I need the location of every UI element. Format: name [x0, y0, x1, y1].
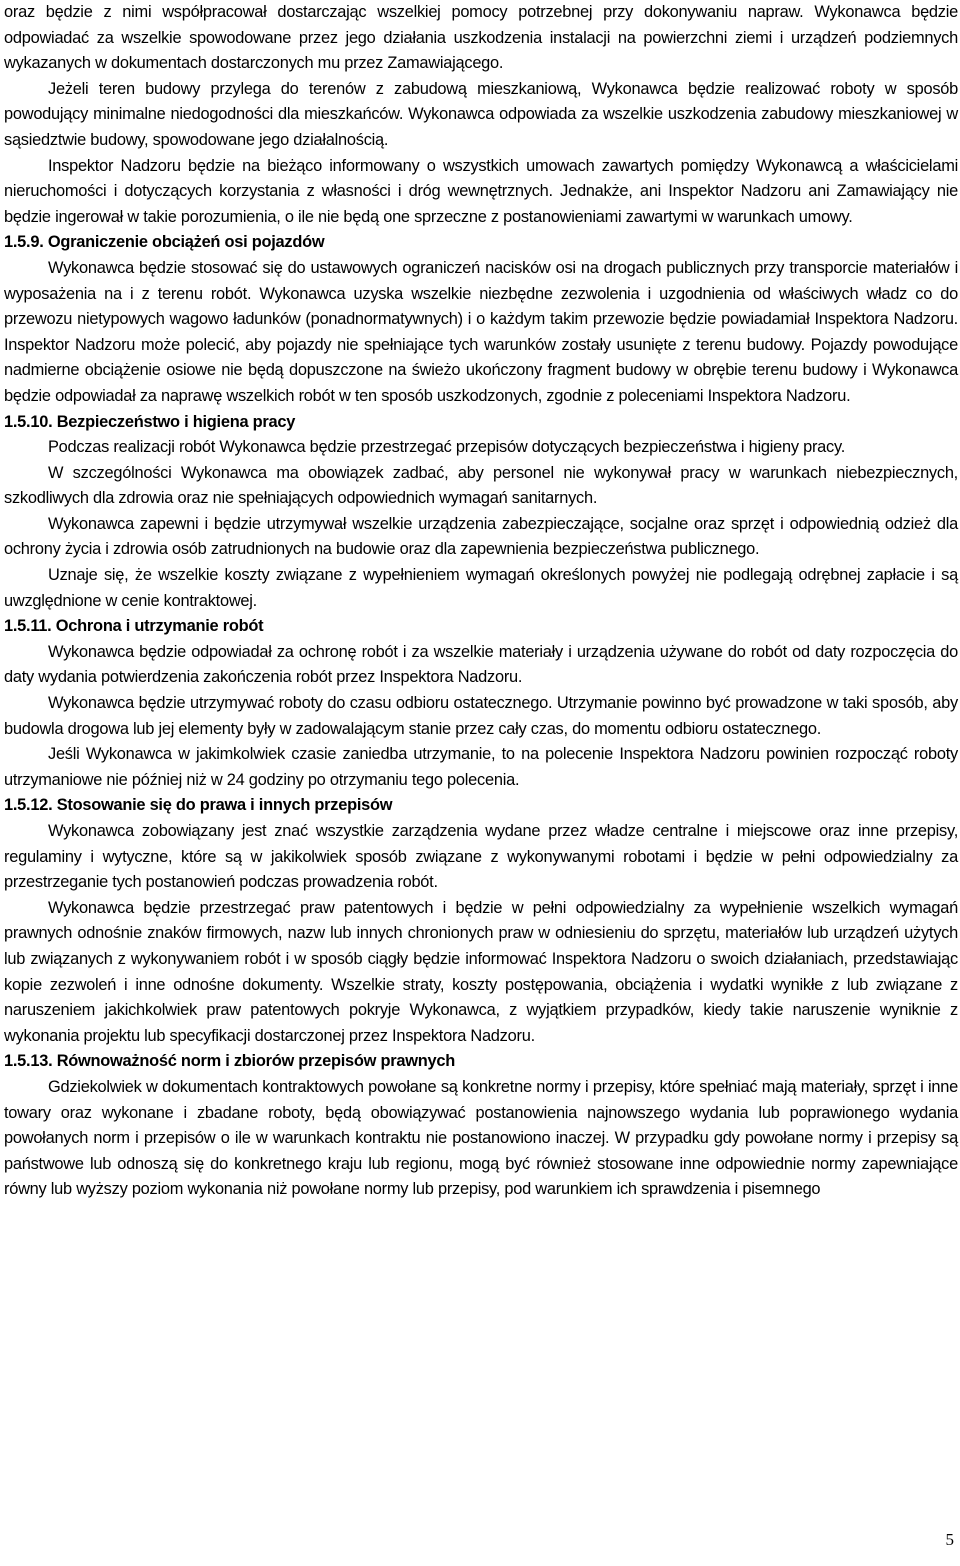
paragraph: Wykonawca będzie odpowiadał za ochronę robót i za wszelkie materiały i urządzenia używane do robót od daty rozpoczęcia do daty wydania potwierdzenia zakończenia robót przez Inspektora Nadzoru. [4, 642, 958, 687]
paragraph: W szczególności Wykonawca ma obowiązek zadbać, aby personel nie wykonywał pracy w warunkach niebezpiecznych, szkodliwych dla zdrowia oraz nie spełniających odpowiednich wymagań sanitarnych. [4, 463, 958, 508]
section-title: Równoważność norm i zbiorów przepisów prawnych [56, 1052, 455, 1071]
section-heading [4, 614, 958, 640]
section-title: Stosowanie się do prawa i innych przepisów [56, 796, 393, 815]
paragraph: Wykonawca będzie utrzymywać roboty do czasu odbioru ostatecznego. Utrzymanie powinno być prowadzone w taki sposób, aby budowla drogowa lub jej elementy były w zadowalającym stanie przez cały czas, do momentu odbioru ostatecznego. [4, 694, 958, 738]
section-number: 1.5.12. [4, 796, 53, 815]
section-number: 1.5.11. [4, 617, 52, 636]
paragraph: oraz będzie z nimi współpracował dostarczając wszelkiej pomocy potrzebnej przy dokonywaniu napraw. Wykonawca będzie odpowiadać za wszelkie spowodowane przez jego działania uszkodzenia instalacji na powierzchni ziemi i urządzeń podziemnych wykazanych w dokumentach dostarczonych mu przez Zamawiającego. [4, 3, 958, 73]
paragraph: Wykonawca zobowiązany jest znać wszystkie zarządzenia wydane przez władze centralne i miejscowe oraz inne przepisy, regulaminy i wytyczne, które są w jakikolwiek sposób związane z wykonywanymi robotami i będzie w pełni odpowiedzialny za przestrzeganie tych postanowień podczas prowadzenia robót. [4, 822, 958, 892]
section-title: Bezpieczeństwo i higiena pracy [56, 412, 296, 431]
paragraph: Wykonawca zapewni i będzie utrzymywał wszelkie urządzenia zabezpieczające, socjalne oraz sprzęt i odpowiednią odzież dla ochrony życia i zdrowia osób zatrudnionych na budowie oraz dla zapewnienia bezpieczeństwa publicznego. [4, 514, 958, 559]
paragraph: Wykonawca będzie przestrzegać praw patentowych i będzie w pełni odpowiedzialny za wypełnienie wszelkich wymagań prawnych odnośnie znaków firmowych, nazw lub innych chronionych praw w odniesieniu do sprzętu, materiałów lub urządzeń użytych lub związanych z wykonywaniem robót i w sposób ciągły będzie informować Inspektora Nadzoru o swoich działaniach, przedstawiając kopie zezwoleń i inne odnośne dokumenty. Wszelkie straty, koszty postępowania, obciążenia i wydatki wynikłe z lub związane z naruszeniem jakichkolwiek praw patentowych pokryje Wykonawca, z wyjątkiem przypadków, kiedy takie naruszenie wyniknie z wykonania projektu lub specyfikacji dostarczonej przez Inspektora Nadzoru. [4, 898, 958, 1045]
section-number: 1.5.9. [4, 233, 44, 252]
section-title: Ochrona i utrzymanie robót [55, 617, 264, 636]
section-heading [4, 230, 958, 256]
paragraph: Jeśli Wykonawca w jakimkolwiek czasie zaniedba utrzymanie, to na polecenie Inspektora Nadzoru powinien rozpocząć roboty utrzymaniowe nie później niż w 24 godziny po otrzymaniu tego polecenia. [4, 745, 958, 789]
section-number: 1.5.13. [4, 1052, 53, 1071]
page-number: 5 [945, 1530, 954, 1549]
paragraph: Gdziekolwiek w dokumentach kontraktowych powołane są konkretne normy i przepisy, które spełniać mają materiały, sprzęt i inne towary oraz wykonane i zbadane roboty, będą obowiązywać postanowienia najnowszego wydania lub poprawionego wydania powołanych norm i przepisów o ile w warunkach kontraktu nie postanowiono inaczej. W przypadku gdy powołane normy i przepisy są państwowe lub odnoszą się do konkretnego kraju lub regionu, mogą być również stosowane inne odpowiednie normy zapewniające równy lub wyższy poziom wykonania niż powołane normy lub przepisy, pod warunkiem ich sprawdzenia i pisemnego [4, 1077, 958, 1199]
paragraph: Inspektor Nadzoru będzie na bieżąco informowany o wszystkich umowach zawartych pomiędzy Wykonawcą a właścicielami nieruchomości i dotyczących korzystania z własności i dróg wewnętrznych. Jednakże, ani Inspektor Nadzoru ani Zamawiający nie będzie ingerował w takie porozumienia, o ile nie będą one sprzeczne z postanowieniami zawartymi w warunkach umowy. [4, 156, 958, 226]
paragraph: Uznaje się, że wszelkie koszty związane z wypełnieniem wymagań określonych powyżej nie podlegają odrębnej zapłacie i są uwzględnione w cenie kontraktowej. [4, 566, 958, 610]
section-title: Ograniczenie obciążeń osi pojazdów [47, 233, 325, 252]
section-heading [4, 410, 958, 436]
paragraph: Podczas realizacji robót Wykonawca będzie przestrzegać przepisów dotyczących bezpieczeństwa i higieny pracy. [48, 438, 846, 457]
section-heading [4, 1049, 958, 1075]
paragraph: Jeżeli teren budowy przylega do terenów z zabudową mieszkaniową, Wykonawca będzie realizować roboty w sposób powodujący minimalne niedogodności dla mieszkańców. Wykonawca odpowiada za wszelkie uszkodzenia zabudowy mieszkaniowej w sąsiedztwie budowy, spowodowane jego działalnością. [4, 79, 958, 149]
section-number: 1.5.10. [4, 412, 53, 431]
document-page [4, 0, 958, 1203]
section-heading [4, 793, 958, 819]
paragraph: Wykonawca będzie stosować się do ustawowych ograniczeń nacisków osi na drogach publicznych przy transporcie materiałów i wyposażenia na i z terenu robót. Wykonawca uzyska wszelkie niezbędne zezwolenia i uzgodnienia od właściwych władz co do przewozu nietypowych wagowo ładunków (ponadnormatywnych) i o każdym takim przewozie będzie powiadamiał Inspektora Nadzoru. Inspektor Nadzoru może polecić, aby pojazdy nie spełniające tych warunków zostały usunięte z terenu budowy. Pojazdy powodujące nadmierne obciążenie osiowe nie będą dopuszczone na świeżo ukończony fragment budowy w obrębie terenu budowy i Wykonawca będzie odpowiadał za naprawę wszelkich robót w ten sposób uszkodzonych, zgodnie z poleceniami Inspektora Nadzoru. [4, 258, 958, 405]
